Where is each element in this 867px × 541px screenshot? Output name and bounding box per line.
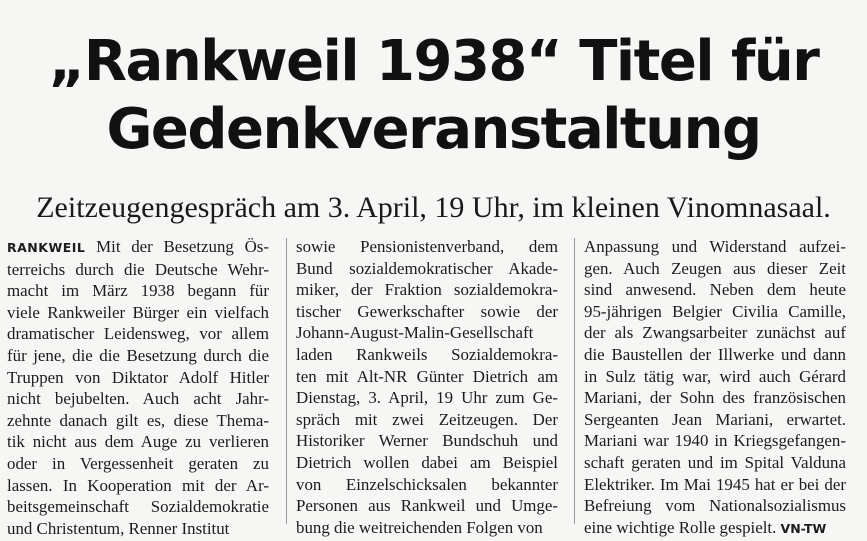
article-text-line: Dietrich wollen dabei am Beispiel xyxy=(296,452,558,472)
column-divider xyxy=(286,238,287,524)
article-text-line: und Christentum, Renner Institut xyxy=(7,518,230,538)
article-text-line: tischer Gewerkschafter sowie der xyxy=(296,301,558,321)
article-text-line: oder in Vergessenheit geraten zu xyxy=(7,453,269,473)
article-text-line: gen. Auch Zeugen aus dieser Zeit xyxy=(584,258,846,278)
article-text-line: in Sulz tätig war, wird auch Gérard xyxy=(584,366,846,386)
article-text-line: sind anwesend. Neben dem heute xyxy=(584,280,846,300)
article-text-line: Elektriker. Im Mai 1945 hat er bei der xyxy=(584,474,846,494)
article-text-line xyxy=(7,236,269,259)
article-text-line: macht im März 1938 begann für xyxy=(7,281,269,301)
article-text-line: miker, der Fraktion sozialdemokra- xyxy=(296,280,558,300)
column-divider xyxy=(574,238,575,524)
article-text-line: tik nicht aus dem Auge zu verlieren xyxy=(7,432,269,452)
article-text-line: Dienstag, 3. April, 19 Uhr zum Ge- xyxy=(296,388,558,408)
article-text-line: Historiker Werner Bundschuh und xyxy=(296,431,558,451)
article-text-line: Personen aus Rankweil und Umge- xyxy=(296,496,558,516)
article-text-line: Bund sozialdemokratischer Akade- xyxy=(296,258,558,278)
article-text-line: spräch mit zwei Zeitzeugen. Der xyxy=(296,409,558,429)
article-text-line: bung die weitreichenden Folgen von xyxy=(296,517,543,537)
article-text-line: Mariani, der Sohn des französischen xyxy=(584,388,846,408)
article-text-line: 95-jährigen Belgier Civilia Camille, xyxy=(584,301,846,321)
dateline: RANKWEIL xyxy=(7,240,86,255)
article-text-line: die Baustellen der Illwerke und dann xyxy=(584,344,846,364)
article-text-line: Truppen von Diktator Adolf Hitler xyxy=(7,367,269,387)
article-column-1 xyxy=(7,236,269,539)
article-text-line: lassen. In Kooperation mit der Ar- xyxy=(7,475,269,495)
article-text-line xyxy=(584,517,846,540)
article-text-line: zehnte danach gilt es, diese Thema- xyxy=(7,410,269,430)
article-text-line: laden Rankweils Sozialdemokra- xyxy=(296,344,558,364)
subheadline: Zeitzeugengespräch am 3. April, 19 Uhr, im kleinen Vinomnasaal. xyxy=(36,191,831,224)
article-text-line: viele Rankweiler Bürger ein vielfach xyxy=(7,302,269,322)
headline-line-2: Gedenkveranstaltung xyxy=(106,97,761,162)
article-text-line: beitsgemeinschaft Sozialdemokratie xyxy=(7,497,269,517)
author-signature: VN-TW xyxy=(780,520,827,536)
article-text-line: von Einzelschicksalen bekannter xyxy=(296,474,558,494)
article-column-2 xyxy=(296,236,558,538)
article-text-line: schaft geraten und im Spital Valduna xyxy=(584,452,846,472)
article-text-line: sowie Pensionistenverband, dem xyxy=(296,237,558,256)
article-text-line: Mariani war 1940 in Kriegsgefangen- xyxy=(584,431,846,451)
headline xyxy=(0,28,867,164)
headline-line-1: „Rankweil 1938“ Titel für xyxy=(48,29,819,94)
article-text-line: ten mit Alt-NR Günter Dietrich am xyxy=(296,366,558,386)
article-text-line: Anpassung und Widerstand aufzei- xyxy=(584,237,846,256)
article-column-3 xyxy=(584,236,846,539)
article-text-fragment: eine wichtige Rolle gespielt. xyxy=(584,517,781,537)
article-text-line: Befreiung vom Nationalsozialismus xyxy=(584,496,846,516)
article-text-fragment: Mit der Besetzung Ös- xyxy=(85,237,269,256)
article-text-line: Sergeanten Jean Mariani, erwartet. xyxy=(584,409,846,429)
article-text-line: der als Zwangsarbeiter zunächst auf xyxy=(584,323,846,343)
article-text-line: für jene, die die Besetzung durch die xyxy=(7,345,269,365)
article-text-line: terreichs durch die Deutsche Wehr- xyxy=(7,259,269,279)
article-text-line: nicht bejubelten. Auch acht Jahr- xyxy=(7,389,269,409)
article-text-line: dramatischer Leidensweg, vor allem xyxy=(7,324,269,344)
article-text-line: Johann-August-Malin-Gesellschaft xyxy=(296,323,534,343)
